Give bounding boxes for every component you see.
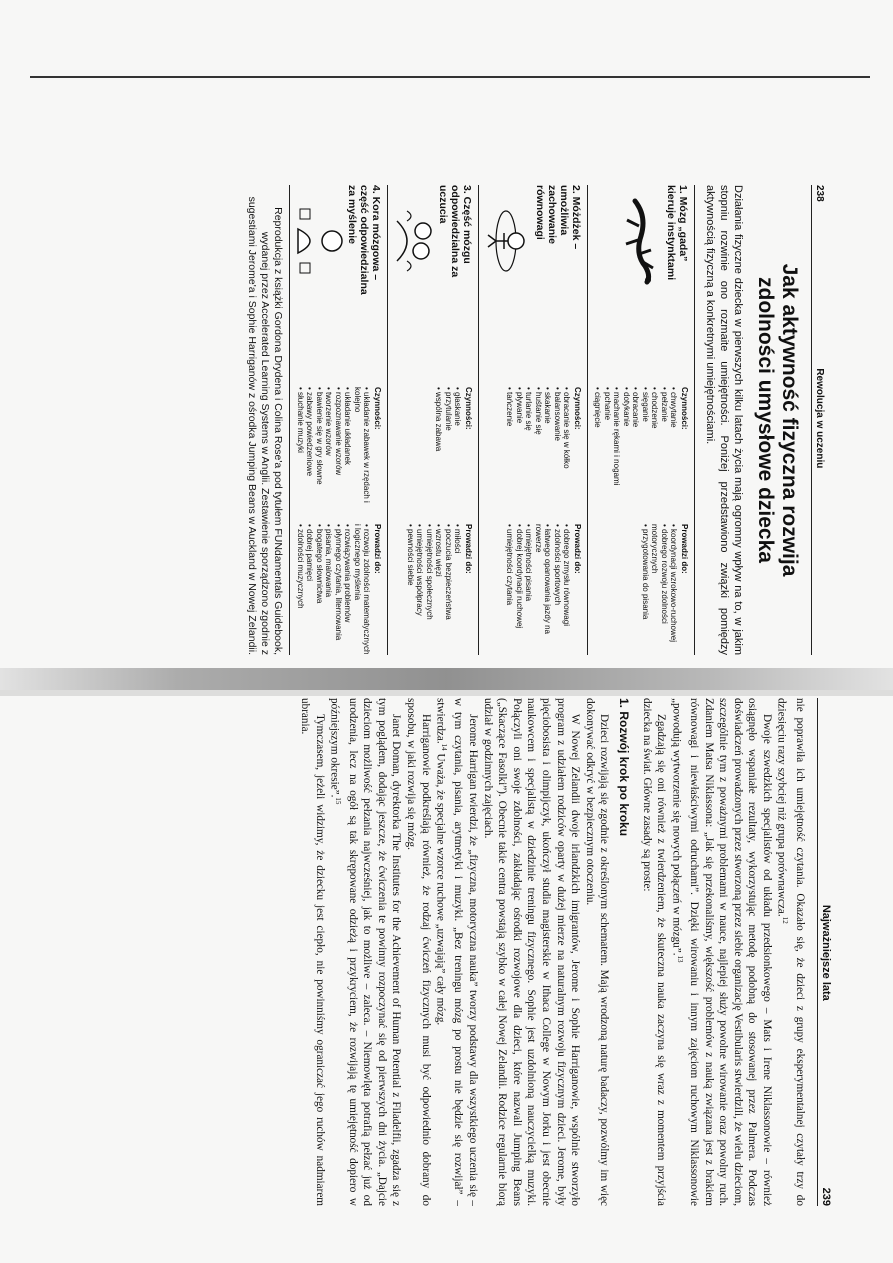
footnote-ref: 13 <box>675 955 684 963</box>
paragraph: W Nowej Zelandii dwoje irlandzkich imigrantów, Jerome i Sophie Harriganowie, wspólnie stworzyło program z udziałem rodziców oparty w dużej mierze na naturalnym rozwoju fizycznym dzieci. Jerome, były pięciobosista i olimpijczyk, ukończył studia magisterskie w Ithaca College w Nowym Jorku i jest obecnie naukowcem i specjalistą w dziedzinie treningu fizycznego. Sophie jest uzdolnioną nauczycielką muzyki. Połączyli oni swoje zdolności, zakładając ośrodki rozwojowe dla dzieci, które nazwali Jumping Beans („Skaczące Fasolki”). Obecnie takie centra powstają szybko w całej Nowej Zelandii. Rodzice regularnie biorą udział w godzinnych zajęciach. <box>481 698 582 1206</box>
page-header <box>811 185 825 655</box>
brain-section-1 <box>588 185 695 655</box>
intro-paragraph: Działania fizyczne dziecka w pierwszych kilku latach życia mają ogromny wpływ na to, w jakim stopniu rozwinie ono rozmaite umiejętności. Poniżej przedstawiono związki pomiędzy aktywnością fizyczną a konkretnymi umiejętnościami. <box>704 185 744 655</box>
results-list <box>406 524 463 655</box>
list-item: • dobrego zmysłu równowagi <box>562 524 572 655</box>
scan-top-rule <box>30 76 870 78</box>
list-item: • sięganie <box>641 387 651 518</box>
list-item: • pchanie <box>603 387 613 518</box>
list-item: • rozpoznawanie wzorów <box>334 387 344 518</box>
paragraph-text: Jerome Harrigan twierdzi, że „fizyczna, motoryczna nauka” tworzy podstawy dla wszystkiego uczenia się – w tym czytania, pisania, arytmetyki i muzyki. „Bez treningu mózg po prostu nie będzie się rozwijał” – stwierdza. <box>434 698 480 1206</box>
paragraph: Zgadzają się oni również z twierdzeniem, że skuteczna nauka zaczyna się wraz z momentem przyjścia dziecka na świat. Główne zasady są proste: <box>640 698 668 1206</box>
list-item: • umiejętności czytania <box>505 524 515 655</box>
brain-section-2 <box>479 185 588 655</box>
list-item: • turlanie się <box>524 387 534 518</box>
list-item: • przytulanie <box>444 387 454 518</box>
hugging-figures-illustration <box>393 185 437 297</box>
list-item: • słuchanie muzyki <box>296 387 306 518</box>
list-item: • chwytanie <box>669 387 679 518</box>
results-label: Prowadzi do: <box>373 524 382 574</box>
section-heading: 1. Rozwój krok po kroku <box>617 698 631 837</box>
title-line-2: zdolności umysłowe dziecka <box>754 277 777 563</box>
list-item: • dotykanie <box>622 387 632 518</box>
page-number: 238 <box>814 185 825 202</box>
list-item: • balansowanie <box>553 387 563 518</box>
list-item: • wzrostu więzi <box>434 524 444 655</box>
spinning-child-illustration <box>484 185 534 297</box>
list-item: • umiejętności pisania <box>524 524 534 655</box>
paragraph: Tymczasem, jeżeli widzimy, że dziecku jest ciepło, nie powinniśmy ograniczać jego ruchów nadmiarem ubrania. <box>299 698 326 1206</box>
paragraph-text: Janet Doman, dyrektorka The Institutes for the Achievement of Human Potential z Filadelfii, zgadza się z tym poglądem, dodając jeszcze, że ćwiczenia te powinny rozpoczynać się od pierwszych dni życia. „Dajcie dzieciom możliwość pełzania najwcześniej, jak to możliwe – zaleca. – Niemowlęta potrafią pełzać już od urodzenia, lecz na ogół są tak skrępowane odzieżą i przykryciem, że rozwijają tę umiejętność dopiero w późniejszym okresie”. <box>328 698 403 1206</box>
results-list <box>641 524 679 655</box>
section-title: 1. Mózg „gada” kieruje instynktami <box>665 185 689 281</box>
running-head: Najważniejsze lata <box>820 904 832 1001</box>
brain-section-3 <box>388 185 479 655</box>
title-line-1: Jak aktywność fizyczna rozwija <box>778 263 801 577</box>
list-item: • machanie rękami i nogami <box>612 387 622 518</box>
paragraph-text: Dwoje szwedzkich specjalistów od układu przedsionkowego – Mats i Irene Niklassonowie – również osiągnęło wspaniałe rezultaty, wykorzystując metodę podobną do stosowanej przez Palmera. Podczas doświadczeń prowadzonych przez stworzoną przez siebie organizację Vestibularis stwierdzili, że wielu dzieciom, szczególnie tym z poważnymi problemami w nauce, najlepiej służy powolne wirowanie oraz powolny ruch. Zdaniem Matsa Niklassona: „Jak się przekonaliśmy, większość problemów z nauką związana jest z brakiem równowagi i niewłaściwymi odruchami”. Dzięki wirowaniu i innym zajęciom ruchowym Niklassonowie „powodują wytworzenie się nowych połączeń w mózgu”. <box>669 698 774 1206</box>
list-item: • poczucia bezpieczeństwa <box>444 524 454 655</box>
list-item: • dobrego rozwoju zdolności motorycznych <box>650 524 669 655</box>
footnote-ref: 15 <box>333 797 342 805</box>
book-spine-shadow <box>0 668 893 690</box>
list-item: • tworzenie wzorów <box>324 387 334 518</box>
paragraph <box>774 698 807 1206</box>
page-header <box>817 698 832 1206</box>
list-item: • bogatego słownictwa <box>315 524 325 655</box>
list-item: • dobrej koordynacji ruchowej <box>515 524 525 655</box>
list-item: • układanie zabawek w rzędach i kolejno <box>353 387 372 518</box>
paragraph <box>433 698 481 1206</box>
page-number: 239 <box>820 1187 832 1206</box>
list-item: • przygotowania do pisania <box>641 524 651 655</box>
list-item: • pisania, malowania <box>324 524 334 655</box>
paragraph <box>668 698 774 1206</box>
list-item: • obracanie się w kółko <box>562 387 572 518</box>
page-238 <box>145 185 825 655</box>
paragraph <box>327 698 404 1206</box>
list-item: • płynnego czytania, liternowania <box>334 524 344 655</box>
activities-list <box>434 387 463 518</box>
paragraph-text: nie poprawiła ich umiejętność czytania. Okazało się, że dzieci z grupy eksperymentalnej czytały trzy do dziesięciu razy szybciej niż grupa porównawcza. <box>775 698 806 1206</box>
list-item: • zdolności sportowych <box>553 524 563 655</box>
results-list <box>505 524 572 655</box>
list-item: • rozwiązywania problemów <box>343 524 353 655</box>
activities-label: Czynności: <box>680 387 689 430</box>
activities-label: Czynności: <box>464 387 473 430</box>
list-item: • chodzenie <box>650 387 660 518</box>
book-spine-edge <box>0 690 893 696</box>
activities-list <box>505 387 572 518</box>
footnote-ref: 12 <box>781 916 790 924</box>
footnote-ref: 14 <box>439 743 448 751</box>
section-title: 4. Kora mózgowa – część odpowiedzialna za myślenie <box>346 185 382 295</box>
lizard-illustration <box>615 185 665 297</box>
section-title: 3. Część mózgu odpowiedzialna za uczucia <box>437 185 473 278</box>
list-item: • łatwego opanowania jazdy na rowerze <box>534 524 553 655</box>
results-label: Prowadzi do: <box>573 524 582 574</box>
source-credits: Reprodukcja z książki Gordona Drydena i Colina Rose'a pod tytułem FUNdamentals Guidebook, wydanej przez Accelerated Learning Systems w Anglii. Zestawienie sporządzono zgodnie z sugestiami Jerome'a i Sophie Harriganów z ośrodka Jumping Beans w Auckland w Nowej Zelandii. <box>246 185 291 655</box>
list-item: • pełzanie <box>660 387 670 518</box>
list-item: • głaskanie <box>453 387 463 518</box>
list-item: • umiejętności współpracy <box>415 524 425 655</box>
results-label: Prowadzi do: <box>680 524 689 574</box>
paragraph: Dzieci rozwijają się zgodnie z określonym schematem. Mają wrodzoną naturę badaczy, pozwólmy im więc dokonywać odkryć w bezpiecznym otoczeniu. <box>583 698 611 1206</box>
results-label: Prowadzi do: <box>464 524 473 574</box>
paragraph: Harriganowie podkreślają również, że rodzaj ćwiczeń fizycznych musi być odpowiednio dobrany do sposobu, w jaki rozwija się mózg. <box>404 698 432 1206</box>
body-text <box>297 698 807 1206</box>
child-with-toys-illustration <box>296 185 346 297</box>
list-item: • zdolności muzycznych <box>296 524 306 655</box>
list-item: • pływanie <box>515 387 525 518</box>
list-item: • skakanie <box>543 387 553 518</box>
page-title <box>753 185 801 655</box>
page-239 <box>60 698 832 1206</box>
list-item: • bawienie się w gry słowne <box>315 387 325 518</box>
list-item: • dobrej pamięci <box>305 524 315 655</box>
list-item: • huśtanie się <box>534 387 544 518</box>
results-list <box>296 524 372 655</box>
list-item: • wspólna zabawa <box>434 387 444 518</box>
activities-label: Czynności: <box>573 387 582 430</box>
list-item: • pewności siebie <box>406 524 416 655</box>
list-item: • miłości <box>453 524 463 655</box>
activities-list <box>296 387 372 518</box>
list-item: • ciągnięcie <box>593 387 603 518</box>
brain-section-4 <box>291 185 389 655</box>
list-item: • koordynacji wzrokowo-ruchowej <box>669 524 679 655</box>
running-head: Rewolucja w uczeniu <box>814 368 825 469</box>
activities-list <box>593 387 679 518</box>
activities-label: Czynności: <box>373 387 382 430</box>
section-title: 2. Móżdżek – umożliwia zachowanie równowagi <box>534 185 582 250</box>
paragraph-text: Uważa, że specjalne wzorce ruchowe „uzwajają” cały mózg. <box>434 753 447 1026</box>
list-item: • zabawy powiedzeniowe <box>305 387 315 518</box>
list-item: • rozwoju zdolności matematycznych i logicznego myślenia <box>353 524 372 655</box>
list-item: • obracanie <box>631 387 641 518</box>
list-item: • tańczenie <box>505 387 515 518</box>
list-item: • układanie układanek <box>343 387 353 518</box>
list-item: • umiejętności społecznych <box>425 524 435 655</box>
